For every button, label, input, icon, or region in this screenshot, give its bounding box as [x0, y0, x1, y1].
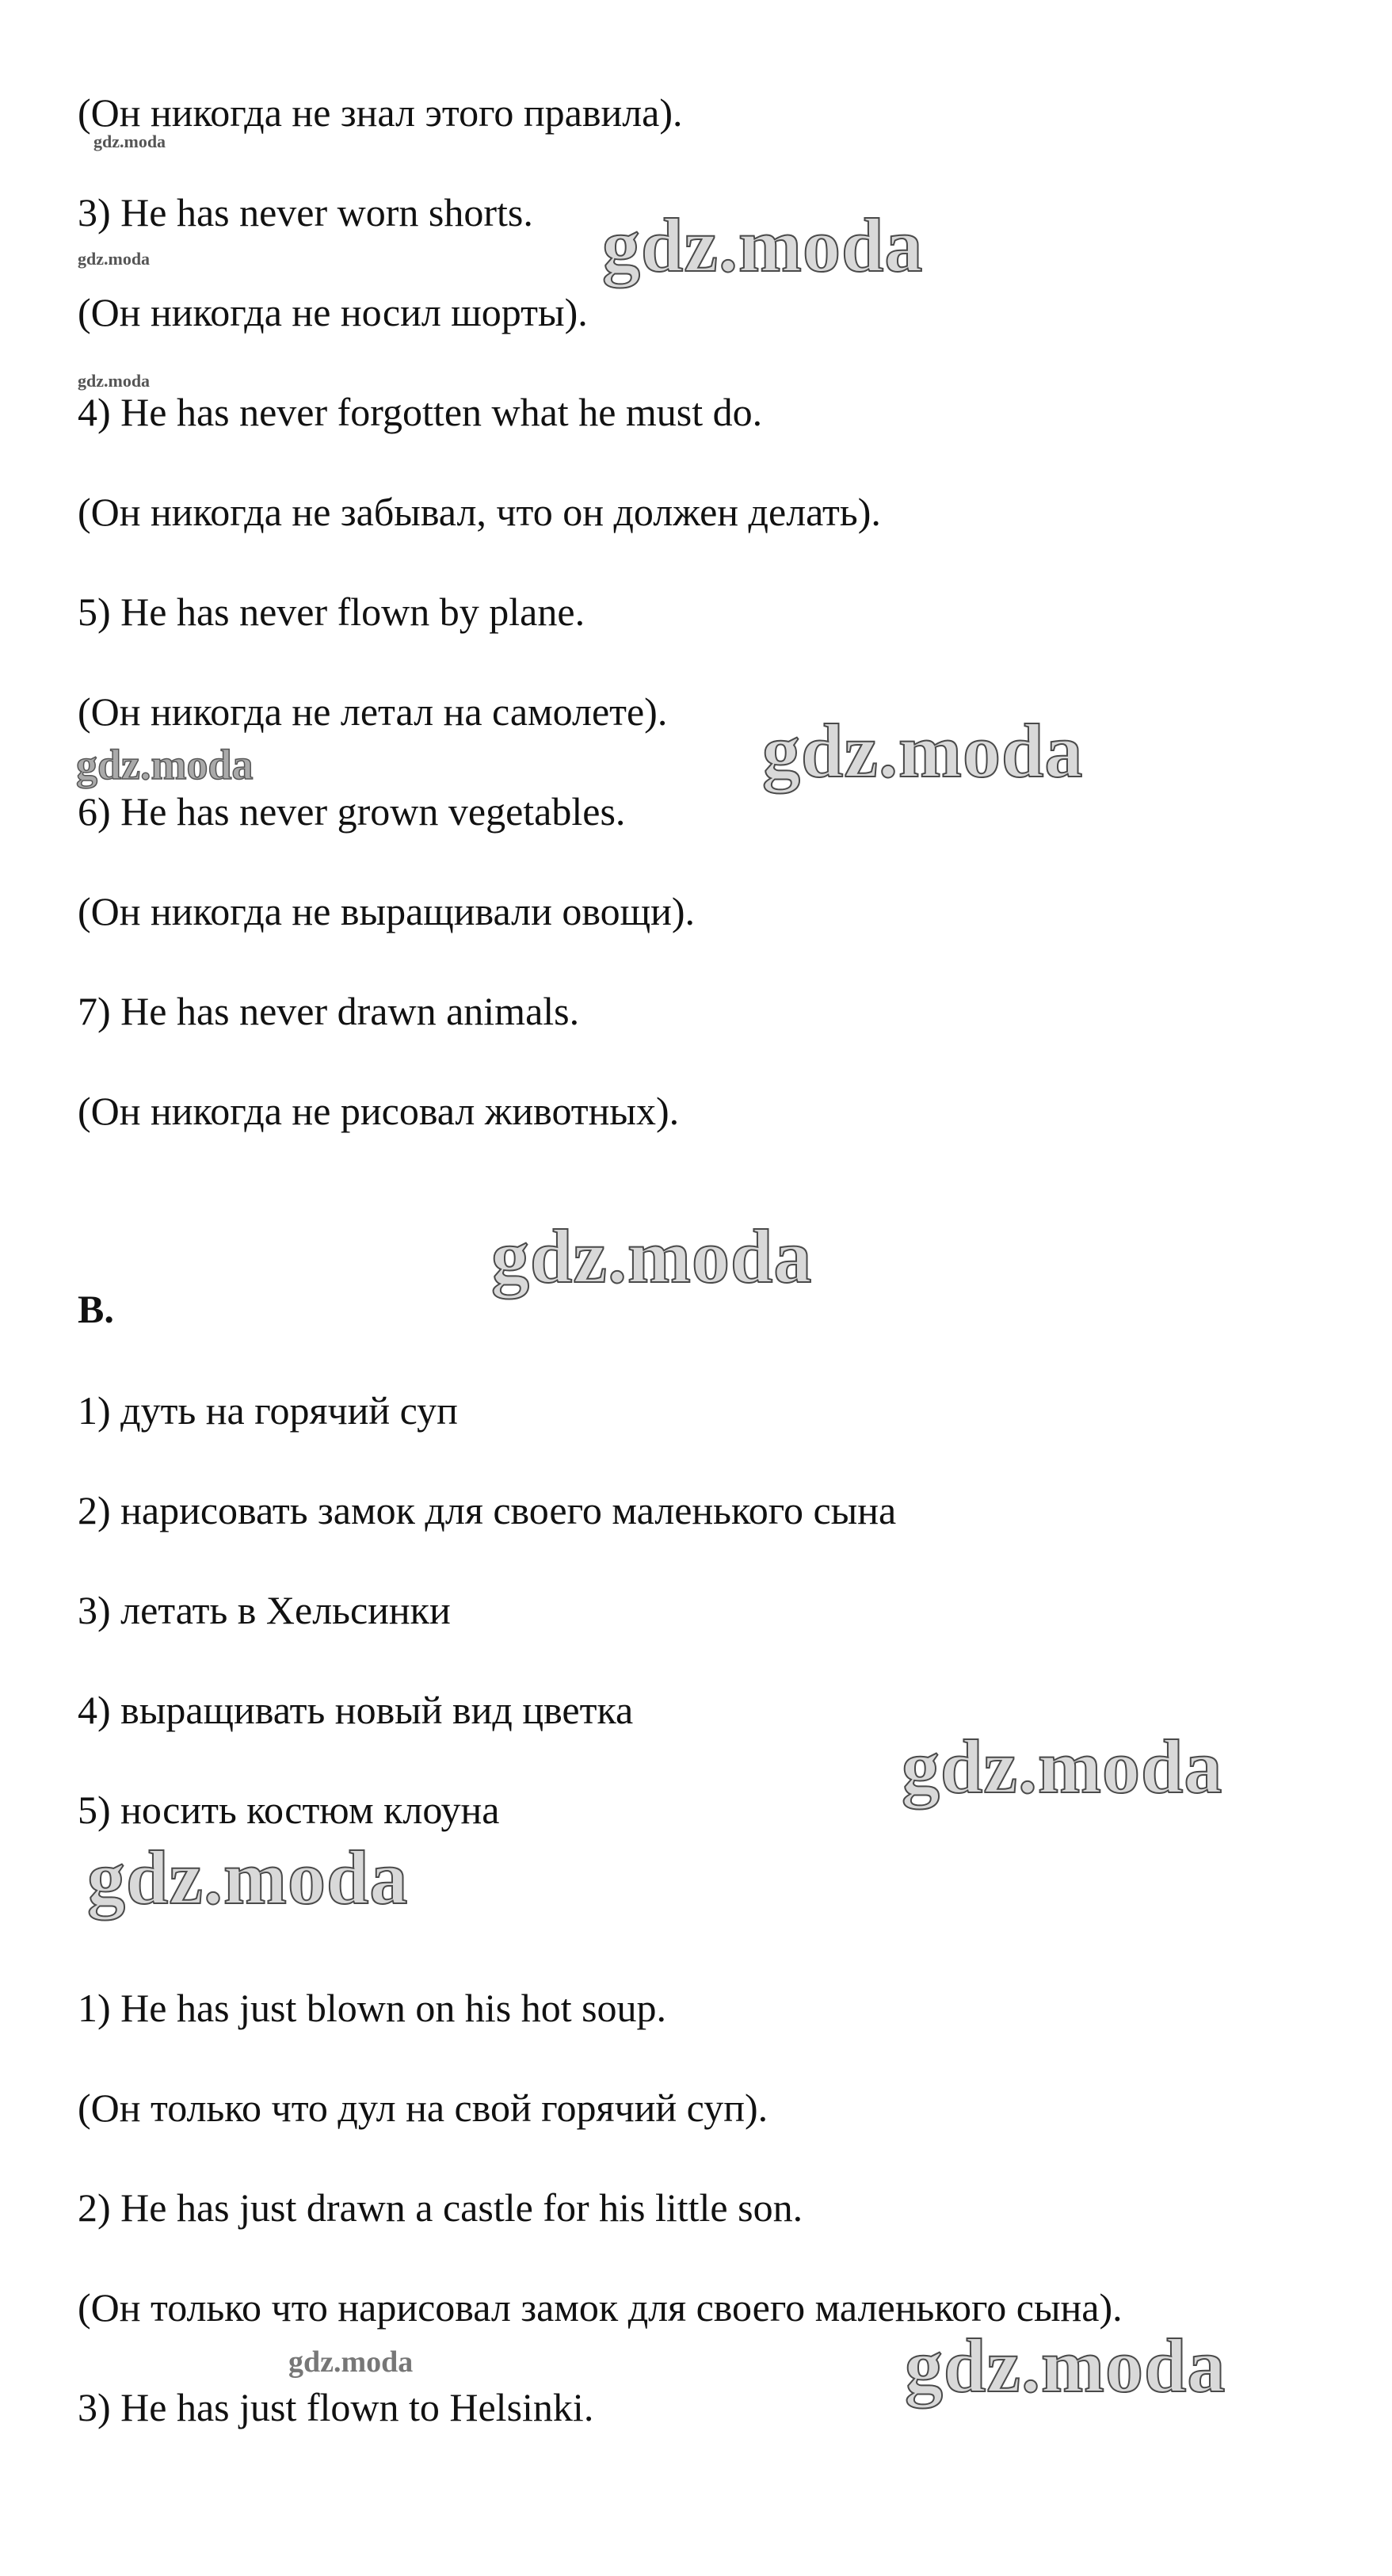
text-line-11: (Он никогда не рисовал животных).	[78, 1089, 680, 1133]
text-line-12: 1) дуть на горячий суп	[78, 1388, 458, 1433]
watermark: gdz.moda	[905, 2323, 1226, 2408]
text-line-21: 3) He has just flown to Helsinki.	[78, 2385, 594, 2429]
section-heading-b: B.	[78, 1287, 114, 1331]
text-line-4: 4) He has never forgotten what he must do.	[78, 390, 763, 434]
text-line-16: 5) носить костюм клоуна	[78, 1788, 500, 1832]
text-line-13: 2) нарисовать замок для своего маленького сына	[78, 1488, 897, 1532]
watermark-small: gdz.moda	[78, 249, 151, 269]
text-line-1: (Он никогда не знал этого правила).	[78, 90, 683, 135]
text-line-7: (Он никогда не летал на самолете).	[78, 689, 668, 734]
watermark: gdz.moda	[87, 1835, 409, 1920]
text-line-17: 1) He has just blown on his hot soup.	[78, 1986, 667, 2030]
text-line-3: (Он никогда не носил шорты).	[78, 290, 588, 334]
text-line-5: (Он никогда не забывал, что он должен делать).	[78, 490, 881, 534]
text-line-9: (Он никогда не выращивали овощи).	[78, 889, 696, 933]
watermark-small: gdz.moda	[78, 371, 151, 391]
watermark: gdz.moda	[602, 203, 924, 288]
watermark: gdz.moda	[76, 741, 254, 788]
text-line-15: 4) выращивать новый вид цветка	[78, 1688, 634, 1732]
watermark-small: gdz.moda	[288, 2345, 414, 2379]
text-line-6: 5) He has never flown by plane.	[78, 590, 585, 634]
watermark-small: gdz.moda	[93, 132, 166, 151]
text-line-8: 6) He has never grown vegetables.	[78, 789, 626, 834]
text-line-20: (Он только что нарисовал замок для своего маленького сына).	[78, 2285, 1123, 2330]
watermark: gdz.moda	[491, 1214, 813, 1299]
watermark: gdz.moda	[762, 708, 1084, 793]
text-line-19: 2) He has just drawn a castle for his little son.	[78, 2185, 803, 2230]
text-line-2: 3) He has never worn shorts.	[78, 190, 533, 235]
text-line-18: (Он только что дул на свой горячий суп).	[78, 2086, 768, 2130]
text-line-10: 7) He has never drawn animals.	[78, 989, 580, 1033]
watermark: gdz.moda	[902, 1724, 1223, 1809]
text-line-14: 3) летать в Хельсинки	[78, 1588, 451, 1632]
